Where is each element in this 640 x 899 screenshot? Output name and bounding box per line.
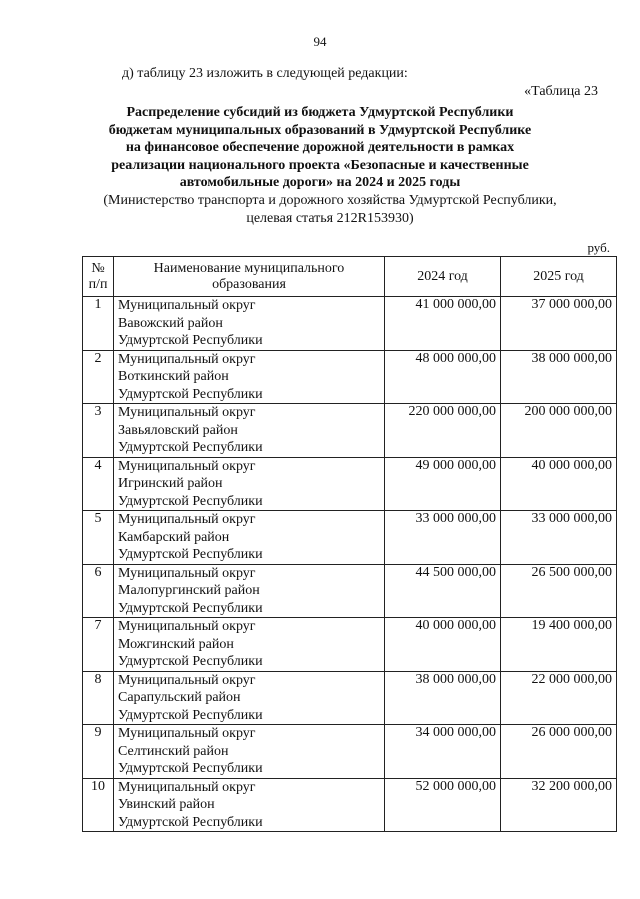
table-body	[83, 297, 617, 832]
table-row	[83, 511, 617, 565]
amount-2025: 26 500 000,00	[501, 564, 617, 618]
municipality-name	[114, 350, 385, 404]
amount-2024: 44 500 000,00	[385, 564, 501, 618]
row-number: 5	[83, 511, 114, 565]
header-2025: 2025 год	[501, 257, 617, 297]
municipality-name-line: Камбарский район	[118, 529, 230, 545]
amount-2024: 34 000 000,00	[385, 725, 501, 779]
subsidy-table	[82, 256, 617, 832]
table-header-row	[83, 257, 617, 297]
municipality-name-line: Увинский район	[118, 797, 215, 812]
amount-2025: 200 000 000,00	[501, 404, 617, 458]
municipality-name-line: Селтинский район	[118, 743, 229, 759]
municipality-name	[114, 564, 385, 618]
table-row	[83, 618, 617, 672]
intro-text: д) таблицу 23 изложить в следующей редакции:	[122, 66, 408, 81]
municipality-name-line: Муниципальный округ	[118, 779, 256, 795]
amount-2024: 33 000 000,00	[385, 511, 501, 565]
table-row	[83, 457, 617, 511]
heading-line: автомобильные дороги» на 2024 и 2025 годы	[179, 175, 461, 190]
amount-2024: 220 000 000,00	[385, 404, 501, 458]
amount-2025: 40 000 000,00	[501, 457, 617, 511]
amount-2025: 32 200 000,00	[501, 778, 617, 832]
municipality-name-line: Сарапульский район	[118, 690, 241, 705]
table-row	[83, 404, 617, 458]
amount-2024: 41 000 000,00	[385, 297, 501, 351]
document-heading	[70, 104, 570, 192]
amount-2024: 38 000 000,00	[385, 671, 501, 725]
municipality-name-line: Удмуртской Республики	[118, 707, 263, 723]
row-number: 3	[83, 404, 114, 458]
municipality-name-line: Муниципальный округ	[118, 458, 256, 474]
amount-2025: 33 000 000,00	[501, 511, 617, 565]
document-subheading	[60, 192, 600, 227]
amount-2024: 52 000 000,00	[385, 778, 501, 832]
municipality-name-line: Завьяловский район	[118, 422, 238, 438]
municipality-name-line: Муниципальный округ	[118, 619, 256, 634]
amount-2025: 26 000 000,00	[501, 725, 617, 779]
row-number: 7	[83, 618, 114, 672]
municipality-name-line: Игринский район	[118, 476, 223, 491]
table-row	[83, 725, 617, 779]
amount-2025: 22 000 000,00	[501, 671, 617, 725]
table-row	[83, 564, 617, 618]
row-number: 2	[83, 350, 114, 404]
heading-line: реализации национального проекта «Безопасные и качественные	[111, 157, 529, 173]
municipality-name-line: Муниципальный округ	[118, 351, 256, 367]
municipality-name	[114, 671, 385, 725]
municipality-name-line: Можгинский район	[118, 636, 234, 652]
table-label: «Таблица 23	[524, 84, 598, 99]
municipality-name	[114, 778, 385, 832]
municipality-name-line: Удмуртской Республики	[118, 333, 263, 348]
municipality-name-line: Муниципальный округ	[118, 512, 256, 527]
municipality-name-line: Малопургинский район	[118, 583, 260, 598]
municipality-name-line: Удмуртской Республики	[118, 761, 263, 776]
row-number: 6	[83, 564, 114, 618]
municipality-name	[114, 725, 385, 779]
row-number: 1	[83, 297, 114, 351]
municipality-name-line: Удмуртской Республики	[118, 547, 263, 562]
municipality-name-line: Муниципальный округ	[118, 672, 256, 688]
currency-unit: руб.	[587, 240, 610, 255]
amount-2024: 49 000 000,00	[385, 457, 501, 511]
municipality-name-line: Удмуртской Республики	[118, 493, 263, 509]
subheading-line: (Министерство транспорта и дорожного хозяйства Удмуртской Республики,	[103, 193, 557, 208]
municipality-name-line: Удмуртской Республики	[118, 600, 263, 616]
row-number: 10	[83, 778, 114, 832]
amount-2024: 48 000 000,00	[385, 350, 501, 404]
subheading-line: целевая статья 212R153930)	[246, 210, 414, 226]
page-number: 94	[313, 34, 327, 49]
row-number: 8	[83, 671, 114, 725]
municipality-name	[114, 618, 385, 672]
municipality-name	[114, 404, 385, 458]
municipality-name-line: Воткинский район	[118, 369, 229, 384]
header-name: Наименование муниципального образования	[114, 257, 385, 297]
amount-2025: 38 000 000,00	[501, 350, 617, 404]
municipality-name-line: Удмуртской Республики	[118, 440, 263, 455]
amount-2024: 40 000 000,00	[385, 618, 501, 672]
table-row	[83, 671, 617, 725]
heading-line: бюджетам муниципальных образований в Удмуртской Республике	[108, 122, 532, 138]
amount-2025: 19 400 000,00	[501, 618, 617, 672]
row-number: 4	[83, 457, 114, 511]
header-number: № п/п	[83, 257, 114, 297]
municipality-name	[114, 457, 385, 511]
municipality-name	[114, 297, 385, 351]
heading-line: на финансовое обеспечение дорожной деятельности в рамках	[125, 140, 515, 155]
municipality-name-line: Муниципальный округ	[118, 405, 256, 420]
municipality-name-line: Вавожский район	[118, 315, 223, 331]
row-number: 9	[83, 725, 114, 779]
table-row	[83, 350, 617, 404]
municipality-name-line: Муниципальный округ	[118, 726, 256, 741]
heading-line: Распределение субсидий из бюджета Удмуртской Республики	[126, 105, 514, 120]
table-row	[83, 778, 617, 832]
municipality-name-line: Муниципальный округ	[118, 565, 256, 581]
municipality-name-line: Удмуртской Республики	[118, 814, 263, 830]
table-row	[83, 297, 617, 351]
municipality-name-line: Удмуртской Республики	[118, 386, 263, 402]
municipality-name-line: Муниципальный округ	[118, 298, 256, 313]
amount-2025: 37 000 000,00	[501, 297, 617, 351]
municipality-name-line: Удмуртской Республики	[118, 654, 263, 669]
municipality-name	[114, 511, 385, 565]
header-2024: 2024 год	[385, 257, 501, 297]
